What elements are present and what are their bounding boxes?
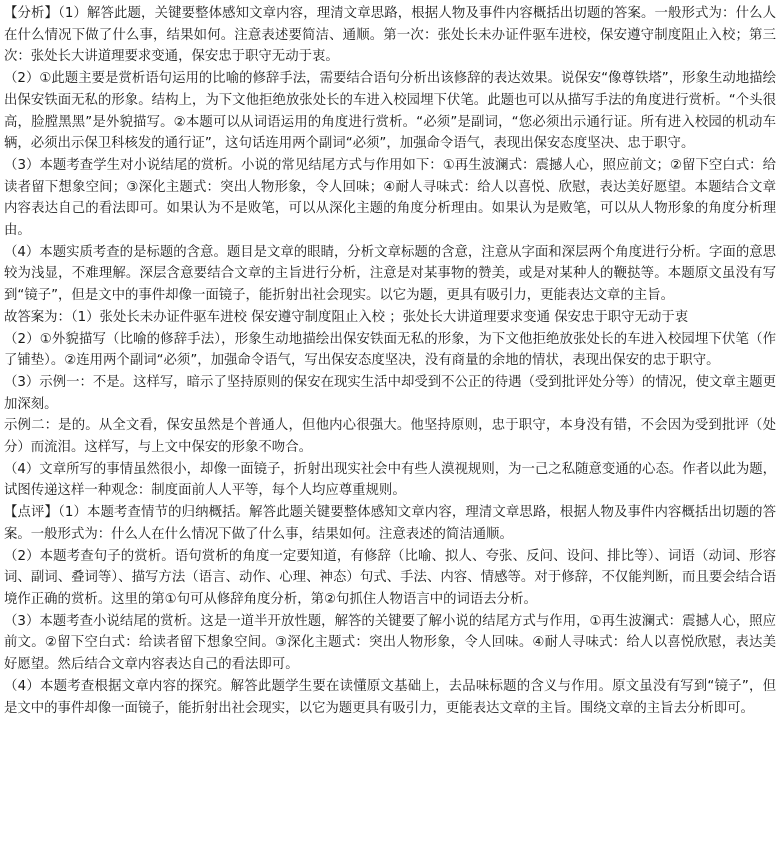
analysis-question-4: （4）本题实质考查的是标题的含意。题目是文章的眼睛，分析文章标题的含意，注意从字面和深层两个角度进行分析。字面的意思较为浅显，不难理解。深层含意要结合文章的主旨进行分析，注意是对某事物的赞美，或是对某种人的鞭挞等。本题原文虽没有写到“镜子”，但是文中的事件却像一面镜子，能折射出社会现实。以它为题，更具有吸引力，更能表达文章的主旨。 xyxy=(4,244,776,304)
comment-question-2: （2）本题考查句子的赏析。语句赏析的角度一定要知道，有修辞（比喻、拟人、夸张、反问、设问、排比等）、词语（动词、形容词、副词、叠词等）、描写方法（语言、动作、心理、神态）句式、手法、内容、情感等。对于修辞，不仅能判断，而且要会结合语境作正确的赏析。这里的第①句可从修辞角度分析，第②句抓住人物语言中的词语去分析。 xyxy=(4,548,776,607)
analysis-question-1: 【分析】（1）解答此题，关键要整体感知文章内容，理清文章思路，根据人物及事件内容概括出切题的答案。一般形式为：什么人在什么情况下做了什么事，结果如何。注意表述要简洁、通顺。第一次：张处长未办证件驱车进校，保安遵守制度阻止入校；第三次：张处长大讲道理要求变通，保安忠于职守无动于衷。 xyxy=(4,6,776,65)
answer-2: （2）①外貌描写（比喻的修辞手法），形象生动地描绘出保安铁面无私的形象，为下文他拒绝放张处长的车进入校园埋下伏笔（作了铺垫）。②连用两个副词“必须”，加强命令语气，写出保安态度坚决，没有商量的余地的情状，表现出保安的忠于职守。 xyxy=(4,331,776,369)
comment-question-4: （4）本题考查根据文章内容的探究。解答此题学生要在读懂原文基础上，去品味标题的含义与作用。原文虽没有写到“镜子”，但是文中的事件却像一面镜子，能折射出社会现实，以它为题更具有吸引力，更能表达文章的主旨。围绕文章的主旨去分析即可。 xyxy=(4,678,776,716)
analysis-question-2: （2）①此题主要是赏析语句运用的比喻的修辞手法，需要结合语句分析出该修辞的表达效果。说保安“像尊铁塔”，形象生动地描绘出保安铁面无私的形象。结构上，为下文他拒绝放张处长的车进入校园埋下伏笔。此题也可以从描写手法的角度进行赏析。“个头很高，脸膛黑黑”是外貌描写。②本题可以从词语运用的角度进行赏析。“必须”是副词，“您必须出示通行证。所有进入校园的机动车辆，必须出示保卫科核发的通行证”，这句话连用两个副词“必须”，加强命令语气，表现出保安态度坚决、忠于职守。 xyxy=(4,71,776,152)
answer-3-example-2: 示例二：是的。从全文看，保安虽然是个普通人，但他内心很强大。他坚持原则，忠于职守，本身没有错，不会因为受到批评（处分）而流泪。这样写，与上文中保安的形象不吻合。 xyxy=(4,418,776,456)
answer-4: （4）文章所写的事情虽然很小，却像一面镜子，折射出现实社会中有些人漠视规则，为一己之私随意变通的心态。作者以此为题，试图传递这样一种观念：制度面前人人平等，每个人均应尊重规则。 xyxy=(4,461,776,499)
answer-3-example-1: （3）示例一：不是。这样写，暗示了坚持原则的保安在现实生活中却受到不公正的待遇（受到批评处分等）的情况，使文章主题更加深刻。 xyxy=(4,374,776,412)
answer-1: 故答案为：（1）张处长未办证件驱车进校 保安遵守制度阻止入校 ；张处长大讲道理要求变通 保安忠于职守无动于衷 xyxy=(4,309,689,325)
comment-question-3: （3）本题考查小说结尾的赏析。这是一道半开放性题，解答的关键要了解小说的结尾方式与作用，①再生波澜式：震撼人心，照应前文。②留下空白式：给读者留下想象空间。③深化主题式：突出人物形象，令人回味。④耐人寻味式：给人以喜悦欣慰，表达美好愿望。然后结合文章内容表达自己的看法即可。 xyxy=(4,613,776,673)
comment-question-1: 【点评】（1）本题考查情节的归纳概括。解答此题关键要整体感知文章内容，理清文章思路，根据人物及事件内容概括出切题的答案。一般形式为：什么人在什么情况下做了什么事，结果如何。注意表述的简洁通顺。 xyxy=(4,505,776,542)
analysis-question-3: （3）本题考查学生对小说结尾的赏析。小说的常见结尾方式与作用如下：①再生波澜式：震撼人心，照应前文；②留下空白式：给读者留下想象空间；③深化主题式：突出人物形象，令人回味；④耐人寻味式：给人以喜悦、欣慰，表达美好愿望。本题结合文章内容表达自己的看法即可。如果认为不是败笔，可以从深化主题的角度分析理由。如果认为是败笔，可以从人物形象的角度分析理由。 xyxy=(4,157,776,239)
